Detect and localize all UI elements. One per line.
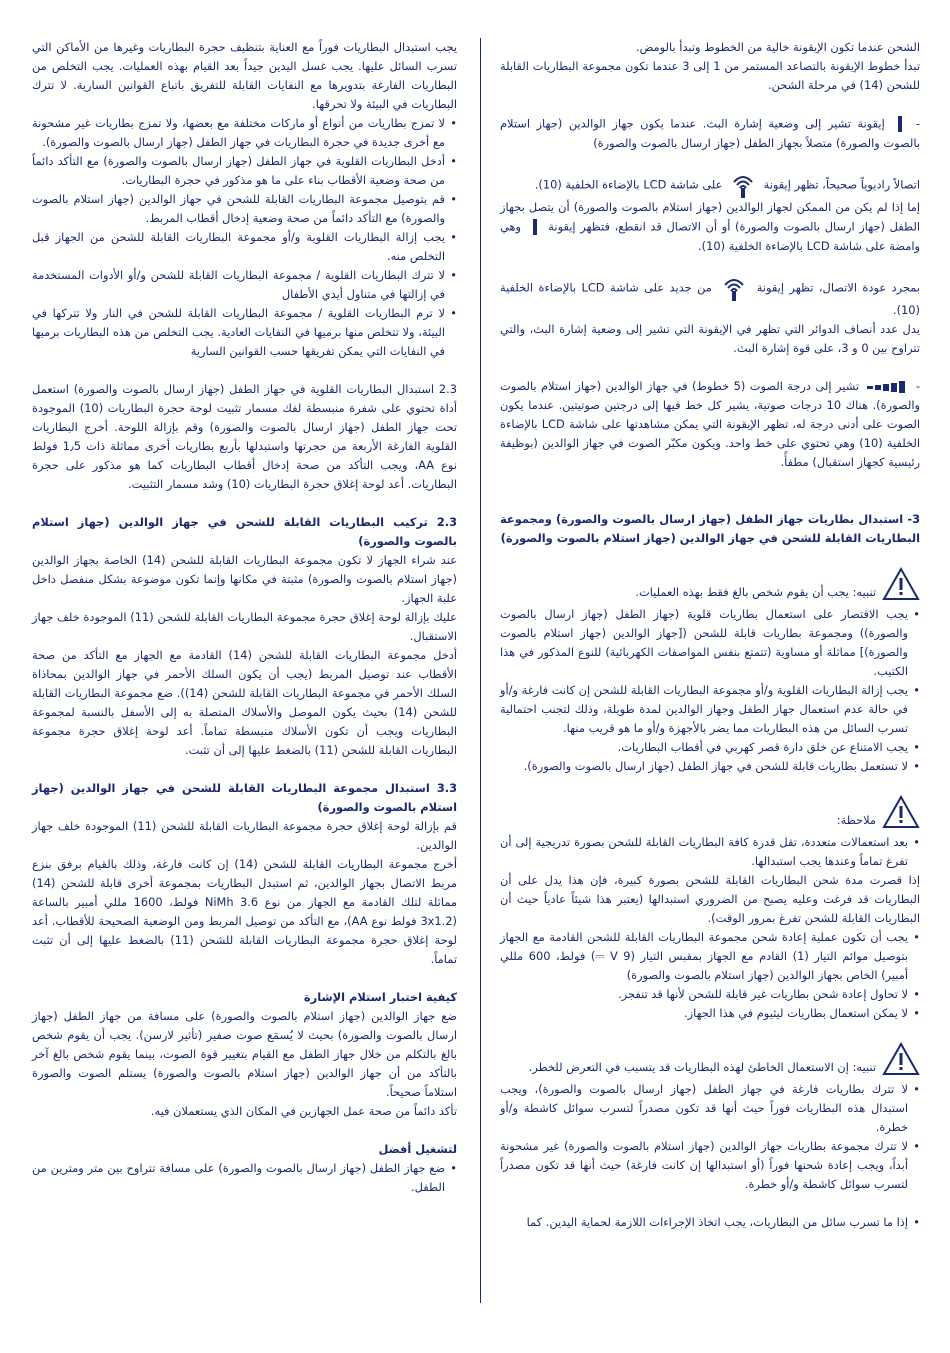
list-item: • لا تحاول إعادة شحن بطاريات غير قابلة للشحن لأنها قد تنفجر. xyxy=(500,985,920,1004)
list-item: • لا تمزج بطاريات من أنواع أو ماركات مختلفة مع بعضها، ولا تمزج بطاريات غير مشحونة مع أخرى جديدة في حجرة البطاريات في جهاز الطفل (جهاز ارسال بالصوت والصورة). xyxy=(32,114,457,152)
section-3-title: 3- استبدال بطاريات جهاز الطفل (جهاز ارسال بالصوت والصورة) ومجموعة البطاريات القابلة للشحن في جهاز الوالدين (جهاز استلام بالصوت والصورة) xyxy=(500,512,920,545)
column-divider xyxy=(480,38,481,1303)
section-2-3-title: 2.3 تركيب البطاريات القابلة للشحن في جهاز الوالدين (جهاز استلام بالصوت والصورة) xyxy=(32,515,457,548)
charging-blink-text: الشحن عندما تكون الإيقونة خالية من الخطوط وتبدأ بالومض. xyxy=(635,40,920,54)
section-paragraph: أدخل مجموعة البطاريات القابلة للشحن (14) القادمة مع الجهاز مع التأكد من صحة الأقطاب عند توصيل المربط (يجب أن يكون السلك الأحمر في جهاز الوالدين بمحاذاة السلك الأحمر في مجموعة البطاريات القابلة للشحن (14)). ضع مجموعة البطاريات القابلة للشحن (14) بحيث يكون الموصل والأسلاك المتصلة به إلى الأسفل بالنسبة لمجموعة البطاريات ويجب أن تكون الأسلاك منبسطة تماماً. أعد لوحة إغلاق حجرة مجموعة البطاريات القابلة للشحن (11) بالضغط عليها إلى أن تثبت. xyxy=(32,648,458,757)
list-item: • لا تترك البطاريات القلوية / مجموعة البطاريات القابلة للشحن و/أو الأدوات المستخدمة في إزالتها في متناول أيدي الأطفال xyxy=(32,266,457,304)
list-item: • بعد استعمالات متعددة، تقل قدرة كافة البطاريات القابلة للشحن بصورة تدريجية إلى أن تفرغ تماماً وعندها يجب استبدالها. xyxy=(500,833,920,871)
list-item: • يجب أن تكون عملية إعادة شحن مجموعة البطاريات القابلة للشحن القادمة مع الجهاز بتوصيل موائم التيار (1) القادم مع الجهاز بمقبس التيار (9 V ⎓) فولط، 600 مللي أمبير) الخاص بجهاز الوالدين (جهاز استلام بالصوت والصورة) xyxy=(500,928,920,985)
signal-icon-paragraph: - إيقونة تشير إلى وضعية إشارة البث. عندما يكون جهاز الوالدين (جهاز استلام بالصوت والصورة) متصلاً بجهاز الطفل (جهاز ارسال بالصوت والصورة) xyxy=(500,114,920,153)
right-column xyxy=(500,38,920,1232)
section-paragraph: عليك بإزالة لوحة إغلاق حجرة مجموعة البطاريات القابلة للشحن (11) الموجودة خلف جهاز الاستقبال. xyxy=(32,610,457,643)
signal-lost-paragraph: إما إذا لم يكن من الممكن لجهاز الوالدين (جهاز استلام بالصوت والصورة) أن يتصل بجهاز الطفل (جهاز ارسال بالصوت والصورة) أو أن الاتصال قد انقطع، فتظهر إيقونة وهي وامضة على شاشة LCD بالإضاءة الخلفية (10). xyxy=(500,200,920,253)
section-3-3-title: 3.3 استبدال مجموعة البطاريات القابلة للشحن في جهاز الوالدين (جهاز استلام بالصوت والصورة) xyxy=(32,781,457,814)
signal-test-paragraph: ضع جهاز الوالدين (جهاز استلام بالصوت والصورة) على مسافة من جهاز الطفل (جهاز ارسال بالصوت والصورة) بحيث لا يُسمَع صوت صفير (تأثير لارسن). يجب أن يقوم شخص بالغ بالتكلم من خلال جهاز الطفل مع القيام بتغيير قوة الصوت، بينما يقوم شخص بالغ آخر بالتأكد من أن جهاز الوالدين (جهاز استلام بالصوت والصورة) يستلم الصوت والصورة استلاماً صحيحاً. xyxy=(32,1009,457,1099)
antenna-icon xyxy=(530,217,540,237)
signal-test-note: تأكد دائماً من صحة عمل الجهازين في المكان الذي يستعملان فيه. xyxy=(150,1104,457,1118)
signal-strength-icon xyxy=(721,275,747,301)
intro-paragraph: يجب استبدال البطاريات فوراً مع العناية بتنظيف حجرة البطاريات وغيرها من الأماكن التي تسرب السائل عليها. يجب غسل اليدين جيداً بعد القيام بهذه العمليات. يجب التخلص من البطاريات الفارغة بتدويرها مع النفايات القابلة للتفريق باتباع القوانين السارية. لا تترك البطاريات في البيئة ولا تحرقها. xyxy=(32,40,457,111)
volume-level-paragraph: - تشير إلى درجة الصوت (5 خطوط) في جهاز الوالدين (جهاز استلام بالصوت والصورة). هناك 10 درجات صوتية، يشير كل خط فيها إلى درجتين صوتيتين. عندما يكون الصوت على أدنى درجة له، تظهر الإيقونة التي يمكن مشاهدتها على شاشة LCD بالإضاءة الخلفية (10) وهي تحتوي على خط واحد. ويكون مكبّر الصوت في جهاز الوالدين (بوظيفة رئيسية كجهاز استقبال) مطفأً. xyxy=(500,379,920,469)
section-paragraph: قم بإزالة لوحة إغلاق حجرة مجموعة البطاريات القابلة للشحن (11) الموجودة خلف جهاز الوالدين. xyxy=(32,819,457,852)
list-item: • يجب الامتناع عن خلق دارة قصر كهربي في أقطاب البطاريات. xyxy=(500,738,920,757)
list-item: • أدخل البطاريات القلوية في جهاز الطفل (جهاز ارسال بالصوت والصورة) مع التأكد دائماً من صحة وضعية الأقطاب بناء على ما هو مذكور في حجرة البطاريات. xyxy=(32,152,457,190)
list-item: • يجب إزالة البطاريات القلوية و/أو مجموعة البطاريات القابلة للشحن إن كانت فارغة و/أو في حالة عدم استعمال جهاز الطفل وجهاز الوالدين لمدة طويلة، وذلك لتجنب احتمالية تسرب السائل من هذه البطاريات مما يضر بالأجهزة و/أو ما هو قريب منها. xyxy=(500,681,920,738)
list-item: • ضع جهاز الطفل (جهاز ارسال بالصوت والصورة) على مسافة تتراوح بين متر ومترين من الطفل. xyxy=(32,1159,457,1197)
section-paragraph: عند شراء الجهاز لا تكون مجموعة البطاريات القابلة للشحن (14) الخاصة بجهاز الوالدين (جهاز استلام بالصوت والصورة) مثبتة في مكانها وإنما تكون موضوعة بشكل منفصل داخل علبة الجهاز. xyxy=(32,553,457,605)
charging-lines-text: تبدأ خطوط الإيقونة بالتصاعد المستمر من 1 إلى 3 عندما تكون مجموعة البطاريات القابلة للشحن (14) في مرحلة الشحن. xyxy=(500,59,921,92)
list-item: • يجب إزالة البطاريات القلوية و/أو مجموعة البطاريات القابلة للشحن من الجهاز قبل التخلص منه. xyxy=(32,228,457,266)
caution-2-text: تنبيه: إن الاستعمال الخاطئ لهذه البطاريات قد يتسبب في التعرض للخطر. xyxy=(528,1060,876,1074)
warning-icon xyxy=(882,567,920,601)
section-paragraph: أخرج مجموعة البطاريات القابلة للشحن (14) إن كانت فارغة، وذلك بالقيام برفق بنزع مربط الاتصال بجهاز الوالدين، ثم استبدل البطاريات بمجموعة أخرى قابلة للشحن (14) مماثلة لتلك القادمة مع الجهاز من نوع NiMh 3.6 فولط، 1600 مللي أمبير بالساعة (3x1.2 فولط نوع AA)، مع التأكد من توصيل المربط ومن الوضعية الصحيحة للأقطاب. أعد لوحة إغلاق حجرة مجموعة البطاريات القابلة للشحن (11) بالضغط عليها إلى أن تثبت تماماً. xyxy=(32,857,458,966)
signal-semicircles-text: يدل عدد أنصاف الدوائر التي تظهر في الإيقونة التي تشير إلى وضعية إشارة البث، والتي تتراوح بين 0 و 3، على قوة إشارة البث. xyxy=(500,322,920,355)
list-item: • لا تترك بطاريات فارغة في جهاز الطفل (جهاز ارسال بالصوت والصورة)، ويجب استبدال هذه البطاريات فوراً حيث أنها قد تكون مصدراً لتسرب سوائل كاشطة و/أو خطرة. xyxy=(500,1080,920,1137)
note-label: ملاحظة: xyxy=(836,813,876,827)
warning-icon xyxy=(882,795,920,829)
section-2-3-alkaline: 2.3 استبدال البطاريات القلوية في جهاز الطفل (جهاز ارسال بالصوت والصورة) استعمل أداة تحتوي على شفرة منبسطة لفك مسمار تثبيت لوحة حجرة البطاريات (10) الموجودة تحت جهاز الطفل (جهاز ارسال بالصوت والصورة) وقم بإزالة اللوحة. أخرج البطاريات القلوية الفارغة الأربعة من حجرتها واستبدلها بأربع بطاريات أخرى مماثلة ذات 1٫5 فولط نوع AA، ويجب التأكد من صحة إدخال أقطاب البطاريات كما هو مذكور على حجرة البطاريات. أعد لوحة إغلاق حجرة البطاريات (10) وشد مسمار التثبيت. xyxy=(32,382,458,491)
signal-ok-paragraph: اتصالاً راديوياً صحيحاً، تظهر إيقونة على شاشة LCD بالإضاءة الخلفية (10). xyxy=(500,172,920,198)
note-paragraph: إذا قصرت مدة شحن البطاريات القابلة للشحن بصورة كبيرة، فإن هذا يدل على أن البطاريات قد فرغت وعليه يصبح من الضروري استبدالها (يعتبر هذا شيئاً عادياً حيث أن البطاريات القابلة للشحن تفرغ بمرور الوقت). xyxy=(500,873,920,925)
note-block xyxy=(500,795,920,833)
list-item: • قم بتوصيل مجموعة البطاريات القابلة للشحن في جهاز الوالدين (جهاز استلام بالصوت والصورة) مع التأكد دائماً من صحة وضعية إدخال أقطاب المربط. xyxy=(32,190,457,228)
caution-block-1 xyxy=(500,567,920,605)
list-item: • لا تستعمل بطاريات قابلة للشحن في جهاز الطفل (جهاز ارسال بالصوت والصورة). xyxy=(500,757,920,776)
list-item: • لا يمكن استعمال بطاريات ليثيوم في هذا الجهاز. xyxy=(500,1004,920,1023)
volume-bars-icon xyxy=(867,381,907,393)
signal-restored-paragraph: بمجرد عودة الاتصال، تظهر إيقونة من جديد على شاشة LCD بالإضاءة الخلفية (10). xyxy=(500,275,920,320)
signal-strength-icon xyxy=(730,172,756,198)
antenna-icon xyxy=(895,114,905,134)
list-item: • يجب الاقتصار على استعمال بطاريات قلوية (جهاز الطفل (جهاز ارسال بالصوت والصورة)) ومجموعة بطاريات قابلة للشحن ([جهاز الوالدين (جهاز استلام بالصوت والصورة)] مماثلة أو مساوية (تتمتع بنفس المواصفات الكهربائية) للنوع المذكور في هذا الكتيب. xyxy=(500,605,920,681)
caution-block-2 xyxy=(500,1042,920,1080)
warning-icon xyxy=(882,1042,920,1076)
list-item: • لا ترم البطاريات القلوية / مجموعة البطاريات القابلة للشحن في النار ولا تتركها في البيئة، ولا تتخلص منها برميها في النفايات العادية. يجب التخلص من هذه البطاريات برميها في النفايات التي يمكن تفريقها حسب القوانين السارية xyxy=(32,304,457,361)
caution-1-text: تنبيه: يجب أن يقوم شخص بالغ فقط بهذه العمليات. xyxy=(635,585,876,599)
left-column xyxy=(32,38,457,1197)
best-operation-title: لتشغيل أفضل xyxy=(378,1142,457,1156)
list-item: • إذا ما تسرب سائل من البطاريات، يجب اتخاذ الإجراءات اللازمة لحماية اليدين. كما xyxy=(500,1213,920,1232)
list-item: • لا تترك مجموعة بطاريات جهاز الوالدين (جهاز استلام بالصوت والصورة) غير مشحونة أبداً، ويجب إعادة شحنها فوراً (أو استبدالها إن كانت فارغة) حيث أنها قد تكون مصدراً لتسرب سوائل كاشطة و/أو خطرة. xyxy=(500,1137,920,1194)
signal-test-title: كيفية اختبار استلام الإشارة xyxy=(303,990,457,1004)
